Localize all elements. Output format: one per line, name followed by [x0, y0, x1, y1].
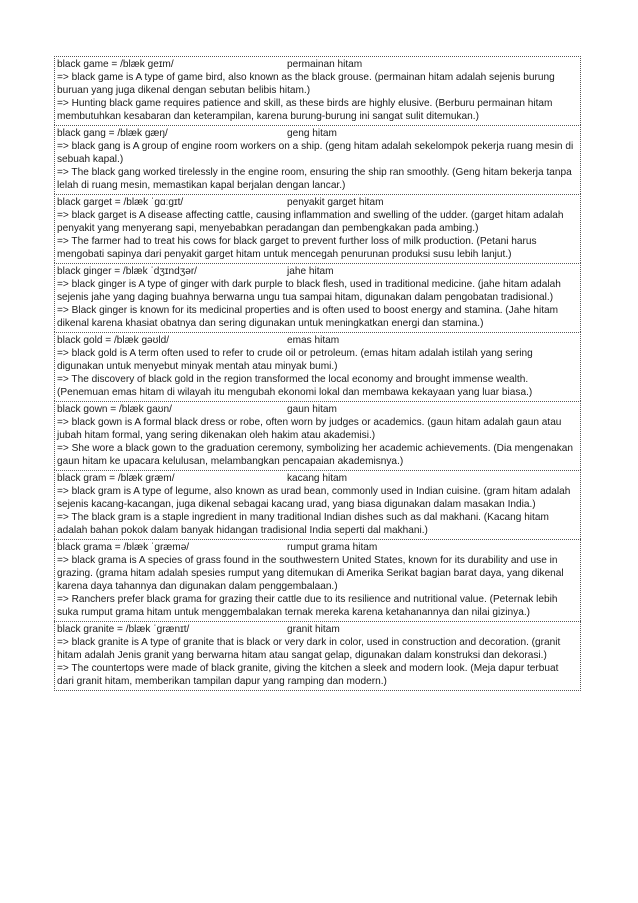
definition: => black gram is A type of legume, also known as urad bean, commonly used in Indian cuisine. (gram hitam adalah sejenis kacang-kacangan, juga dikenal sebagai kacang urad, yang biasa digunakan dalam masakan India.) — [57, 486, 571, 510]
entry-black-garget — [54, 194, 581, 263]
translation: emas hitam — [287, 335, 340, 346]
term-pronunciation: black grama = /blæk ˈgræmə/ — [57, 542, 190, 553]
translation: gaun hitam — [287, 404, 337, 415]
term-pronunciation: black game = /blæk geɪm/ — [57, 59, 174, 70]
example-sentence: => Hunting black game requires patience and skill, as these birds are highly elusive. (Berburu permainan hitam membutuhkan kesabaran dan keterampilan, karena burung-burung ini sangat sulit ditemukan.) — [57, 98, 553, 122]
term-pronunciation: black gold = /blæk gəʊld/ — [57, 335, 170, 346]
entry-headline — [57, 334, 578, 347]
example-sentence: => The countertops were made of black granite, giving the kitchen a sleek and modern look. (Meja dapur terbuat dari granit hitam, memberikan tampilan dapur yang ramping dan modern.) — [57, 663, 559, 687]
definition: => black ginger is A type of ginger with dark purple to black flesh, used in traditional medicine. (jahe hitam adalah sejenis jahe yang daging buahnya berwarna ungu tua sampai hitam, digunakan dalam pengobatan tradisional.) — [57, 279, 561, 303]
example-sentence: => The farmer had to treat his cows for black garget to prevent further loss of milk production. (Petani harus mengobati sapinya dari penyakit garget hitam untuk mencegah penurunan produksi susu lebih lanjut.) — [57, 236, 537, 260]
entry-headline — [57, 623, 578, 636]
translation: penyakit garget hitam — [287, 197, 384, 208]
definition: => black gown is A formal black dress or robe, often worn by judges or academics. (gaun hitam adalah gaun atau jubah hitam formal, yang sering dikenakan oleh hakim atau akademisi.) — [57, 417, 562, 441]
entry-black-grama — [54, 539, 581, 621]
term-pronunciation: black ginger = /blæk ˈdʒɪndʒər/ — [57, 266, 197, 277]
entry-black-ginger — [54, 263, 581, 332]
example-sentence: => Ranchers prefer black grama for grazing their cattle due to its resilience and nutritional value. (Peternak lebih suka rumput grama hitam untuk menggembalakan ternak mereka karena ketahanannya dan nilai gizinya.) — [57, 594, 558, 618]
entry-black-gown — [54, 401, 581, 470]
term-pronunciation: black gang = /blæk gæŋ/ — [57, 128, 168, 139]
entry-headline — [57, 196, 578, 209]
translation: permainan hitam — [287, 59, 363, 70]
example-sentence: => The discovery of black gold in the region transformed the local economy and brought immense wealth. (Penemuan emas hitam di wilayah itu mengubah ekonomi lokal dan membawa kekayaan yang luar biasa.) — [57, 374, 533, 398]
example-sentence: => Black ginger is known for its medicinal properties and is often used to boost energy and stamina. (Jahe hitam dikenal karena khasiat obatnya dan sering digunakan untuk meningkatkan energi dan stamina.) — [57, 305, 559, 329]
translation: rumput grama hitam — [287, 542, 378, 553]
definition: => black granite is A type of granite that is black or very dark in color, used in construction and decoration. (granit hitam adalah Jenis granit yang berwarna hitam atau sangat gelap, digunakan dalam konstruksi dan dekorasi.) — [57, 637, 561, 661]
entry-headline — [57, 265, 578, 278]
entry-headline — [57, 541, 578, 554]
term-pronunciation: black garget = /blæk ˈgɑːgɪt/ — [57, 197, 184, 208]
translation: geng hitam — [287, 128, 337, 139]
definition: => black gang is A group of engine room workers on a ship. (geng hitam adalah sekelompok pekerja ruang mesin di sebuah kapal.) — [57, 141, 574, 165]
entry-headline — [57, 472, 578, 485]
term-pronunciation: black granite = /blæk ˈgrænɪt/ — [57, 624, 190, 635]
example-sentence: => The black gram is a staple ingredient in many traditional Indian dishes such as dal makhani. (Kacang hitam adalah bahan pokok dalam banyak hidangan tradisional India seperti dal makhani.) — [57, 512, 549, 536]
entry-black-game — [54, 56, 581, 125]
entry-black-gang — [54, 125, 581, 194]
dictionary-page — [54, 56, 581, 691]
definition: => black gold is A term often used to refer to crude oil or petroleum. (emas hitam adalah istilah yang sering digunakan untuk menyebut minyak mentah atau minyak bumi.) — [57, 348, 533, 372]
definition: => black game is A type of game bird, also known as the black grouse. (permainan hitam adalah sejenis burung buruan yang juga dikenal dengan sebutan belibis hitam.) — [57, 72, 555, 96]
example-sentence: => The black gang worked tirelessly in the engine room, ensuring the ship ran smoothly. (Geng hitam bekerja tanpa lelah di ruang mesin, memastikan kapal berjalan dengan lancar.) — [57, 167, 572, 191]
entry-headline — [57, 127, 578, 140]
term-pronunciation: black gram = /blæk græm/ — [57, 473, 175, 484]
entry-black-gold — [54, 332, 581, 401]
translation: jahe hitam — [287, 266, 334, 277]
example-sentence: => She wore a black gown to the graduation ceremony, symbolizing her academic achievements. (Dia mengenakan gaun hitam ke upacara kelulusan, melambangkan pencapaian akademisnya.) — [57, 443, 573, 467]
entry-black-gram — [54, 470, 581, 539]
entry-headline — [57, 58, 578, 71]
entry-headline — [57, 403, 578, 416]
definition: => black grama is A species of grass found in the southwestern United States, known for its durability and use in grazing. (grama hitam adalah spesies rumput yang ditemukan di Amerika Serikat bagian barat daya, yang dikenal karena daya tahannya dan digunakan dalam penggembalaan.) — [57, 555, 564, 592]
definition: => black garget is A disease affecting cattle, causing inflammation and swelling of the udder. (garget hitam adalah penyakit yang menyerang sapi, menyebabkan peradangan dan pembengkakan pada ambing.) — [57, 210, 564, 234]
term-pronunciation: black gown = /blæk gaʊn/ — [57, 404, 172, 415]
entry-black-granite — [54, 621, 581, 691]
translation: kacang hitam — [287, 473, 348, 484]
translation: granit hitam — [287, 624, 340, 635]
